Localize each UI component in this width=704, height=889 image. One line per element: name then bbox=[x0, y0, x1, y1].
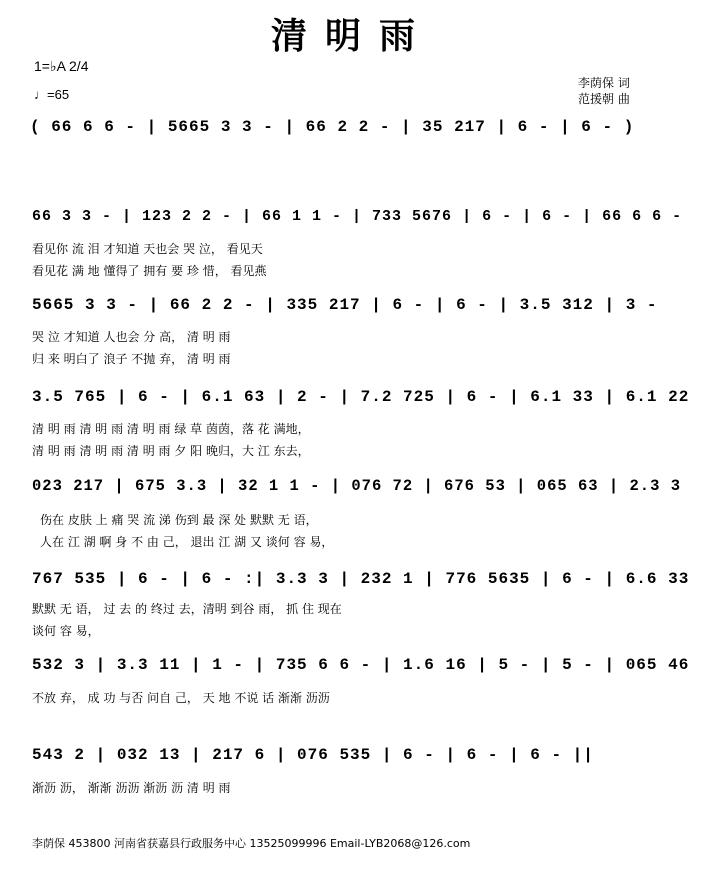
notation-line: 767 535 | 6 - | 6 - :| 3.3 3 | 232 1 | 776 5635 | 6 - | 6.6 33 bbox=[32, 570, 690, 588]
lyric-verse-1: 哭 泣 才知道 人也会 分 高， 清 明 雨 bbox=[32, 330, 231, 344]
lyric-verse-1: 清 明 雨 清 明 雨 清 明 雨 绿 草 茵茵，落 花 满地， bbox=[32, 422, 310, 436]
lyric-verse-2: 归 来 明白了 浪子 不抛 弃， 清 明 雨 bbox=[32, 352, 231, 366]
notation-line: 532 3 | 3.3 11 | 1 - | 735 6 6 - | 1.6 16 | 5 - | 5 - | 065 46 bbox=[32, 656, 690, 674]
lyric-verse-1: 渐沥 沥， 渐渐 沥沥 渐沥 沥 清 明 雨 bbox=[32, 781, 231, 795]
contact-footer: 李荫保 453800 河南省获嘉县行政服务中心 13525099996 Email-LYB2068@126.com bbox=[32, 837, 471, 850]
lyric-verse-1: 伤在 皮肤 上 痛 哭 流 涕 伤到 最 深 处 默默 无 语， bbox=[40, 513, 318, 527]
notation-line: 543 2 | 032 13 | 217 6 | 076 535 | 6 - | 6 - | 6 - || bbox=[32, 746, 594, 764]
notation-line: 023 217 | 675 3.3 | 32 1 1 - | 076 72 | 676 53 | 065 63 | 2.3 3 bbox=[32, 477, 681, 495]
key-signature: 1=♭A 2/4 bbox=[34, 58, 89, 74]
lyric-verse-1: 不放 弃， 成 功 与否 问自 己， 天 地 不说 话 渐渐 沥沥 bbox=[32, 691, 330, 705]
notation-line: 66 3 3 - | 123 2 2 - | 66 1 1 - | 733 5676 | 6 - | 6 - | 66 6 6 - bbox=[32, 208, 683, 225]
lyric-verse-2: 人在 江 湖 啊 身 不 由 己， 退出 江 湖 又 谈何 容 易， bbox=[40, 535, 334, 549]
notation-line: 5665 3 3 - | 66 2 2 - | 335 217 | 6 - | 6 - | 3.5 312 | 3 - bbox=[32, 296, 658, 314]
notation-line: ( 66 6 6 - | 5665 3 3 - | 66 2 2 - | 35 217 | 6 - | 6 - ) bbox=[30, 118, 635, 136]
tempo-marking: ♩=65 bbox=[34, 87, 70, 102]
song-title: 清明雨 bbox=[270, 16, 433, 57]
composer-credit: 范援朝 曲 bbox=[578, 92, 630, 106]
notation-line: 3.5 765 | 6 - | 6.1 63 | 2 - | 7.2 725 | 6 - | 6.1 33 | 6.1 22 bbox=[32, 388, 690, 406]
lyricist-credit: 李荫保 词 bbox=[578, 76, 630, 90]
lyric-verse-2: 谈何 容 易， bbox=[32, 624, 100, 638]
lyric-verse-2: 清 明 雨 清 明 雨 清 明 雨 夕 阳 晚归，大 江 东去， bbox=[32, 444, 310, 458]
lyric-verse-1: 看见你 流 泪 才知道 天也会 哭 泣， 看见天 bbox=[32, 242, 263, 256]
lyric-verse-1: 默默 无 语， 过 去 的 终过 去，清明 到谷 雨， 抓 住 现在 bbox=[32, 602, 342, 616]
lyric-verse-2: 看见花 满 地 懂得了 拥有 要 珍 惜， 看见燕 bbox=[32, 264, 267, 278]
